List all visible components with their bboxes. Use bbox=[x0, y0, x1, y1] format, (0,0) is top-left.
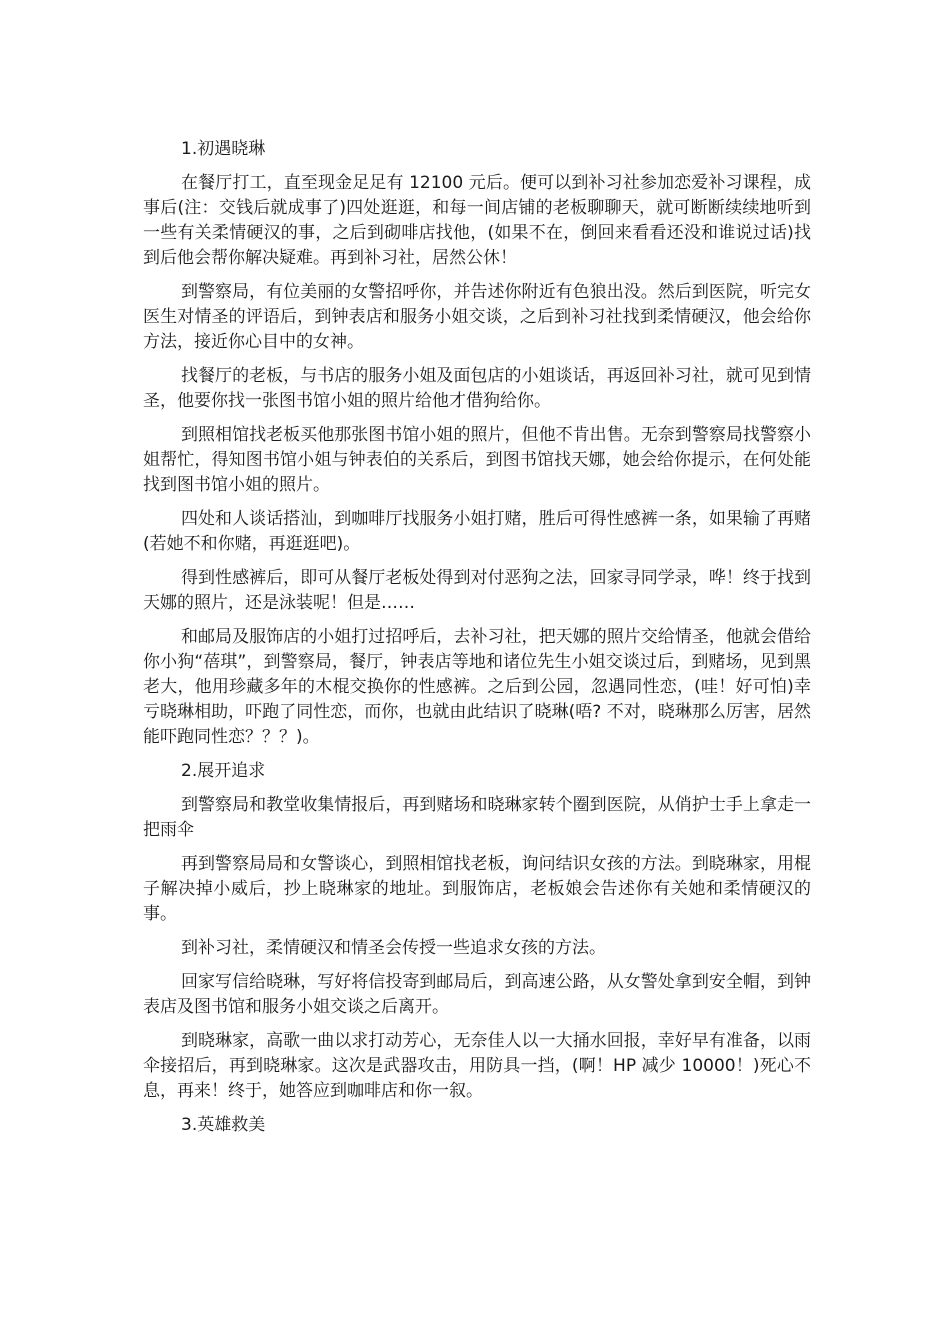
section-heading: 2.展开追求 bbox=[181, 761, 266, 781]
paragraph: 在餐厅打工，直至现金足足有 12100 元后。便可以到补习社参加恋爱补习课程，成事后(注：交钱后就成事了)四处逛逛，和每一间店铺的老板聊聊天，就可断断续续地听到一些有关柔情硬汉的事，之后到砌啡店找他，(如果不在，倒回来看看还没和谁说过话)找到后他会帮你解决疑难。再到补习社，居然公休！ bbox=[143, 173, 811, 268]
section-3 bbox=[143, 1113, 811, 1138]
paragraph: 到补习社，柔情硬汉和情圣会传授一些追求女孩的方法。 bbox=[181, 938, 606, 958]
paragraph: 找餐厅的老板，与书店的服务小姐及面包店的小姐谈话，再返回补习社，就可见到情圣，他要你找一张图书馆小姐的照片给他才借狗给你。 bbox=[143, 366, 811, 411]
document-body bbox=[143, 137, 811, 1147]
paragraph: 到晓琳家，高歌一曲以求打动芳心，无奈佳人以一大捅水回报，幸好早有准备，以雨伞接招后，再到晓琳家。这次是武器攻击，用防具一挡，(啊！HP 减少 10000！)死心不息，再来！终于，她答应到咖啡店和你一叙。 bbox=[143, 1031, 811, 1101]
section-2 bbox=[143, 759, 811, 1104]
section-heading: 1.初遇晓琳 bbox=[181, 139, 266, 159]
paragraph: 到照相馆找老板买他那张图书馆小姐的照片，但他不肯出售。无奈到警察局找警察小姐帮忙，得知图书馆小姐与钟表伯的关系后，到图书馆找天娜，她会给你提示，在何处能找到图书馆小姐的照片。 bbox=[143, 425, 811, 495]
section-heading: 3.英雄救美 bbox=[181, 1115, 266, 1135]
paragraph: 再到警察局局和女警谈心，到照相馆找老板，询问结识女孩的方法。到晓琳家，用棍子解决掉小威后，抄上晓琳家的地址。到服饰店，老板娘会告述你有关她和柔情硬汉的事。 bbox=[143, 854, 811, 924]
paragraph: 四处和人谈话搭汕，到咖啡厅找服务小姐打赌，胜后可得性感裤一条，如果输了再赌(若她不和你赌，再逛逛吧)。 bbox=[143, 509, 811, 554]
paragraph: 和邮局及服饰店的小姐打过招呼后，去补习社，把天娜的照片交给情圣，他就会借给你小狗“蓓琪”，到警察局，餐厅，钟表店等地和诸位先生小姐交谈过后，到赌场，见到黑老大，他用珍藏多年的木棍交换你的性感裤。之后到公园，忽遇同性恋，(哇！好可怕)幸亏晓琳相助，吓跑了同性恋，而你，也就由此结识了晓琳(唔? 不对，晓琳那么厉害，居然能吓跑同性恋？？？)。 bbox=[143, 627, 811, 747]
paragraph: 回家写信给晓琳，写好将信投寄到邮局后，到高速公路，从女警处拿到安全帽，到钟表店及图书馆和服务小姐交谈之后离开。 bbox=[143, 972, 811, 1017]
section-1 bbox=[143, 137, 811, 750]
paragraph: 到警察局，有位美丽的女警招呼你，并告述你附近有色狼出没。然后到医院，听完女医生对情圣的评语后，到钟表店和服务小姐交谈，之后到补习社找到柔情硬汉，他会给你方法，接近你心目中的女神。 bbox=[143, 282, 811, 352]
paragraph: 到警察局和教堂收集情报后，再到赌场和晓琳家转个圈到医院，从俏护士手上拿走一把雨伞 bbox=[143, 795, 811, 840]
paragraph: 得到性感裤后，即可从餐厅老板处得到对付恶狗之法，回家寻同学录，哗！终于找到天娜的照片，还是泳装呢！但是…… bbox=[143, 568, 811, 613]
